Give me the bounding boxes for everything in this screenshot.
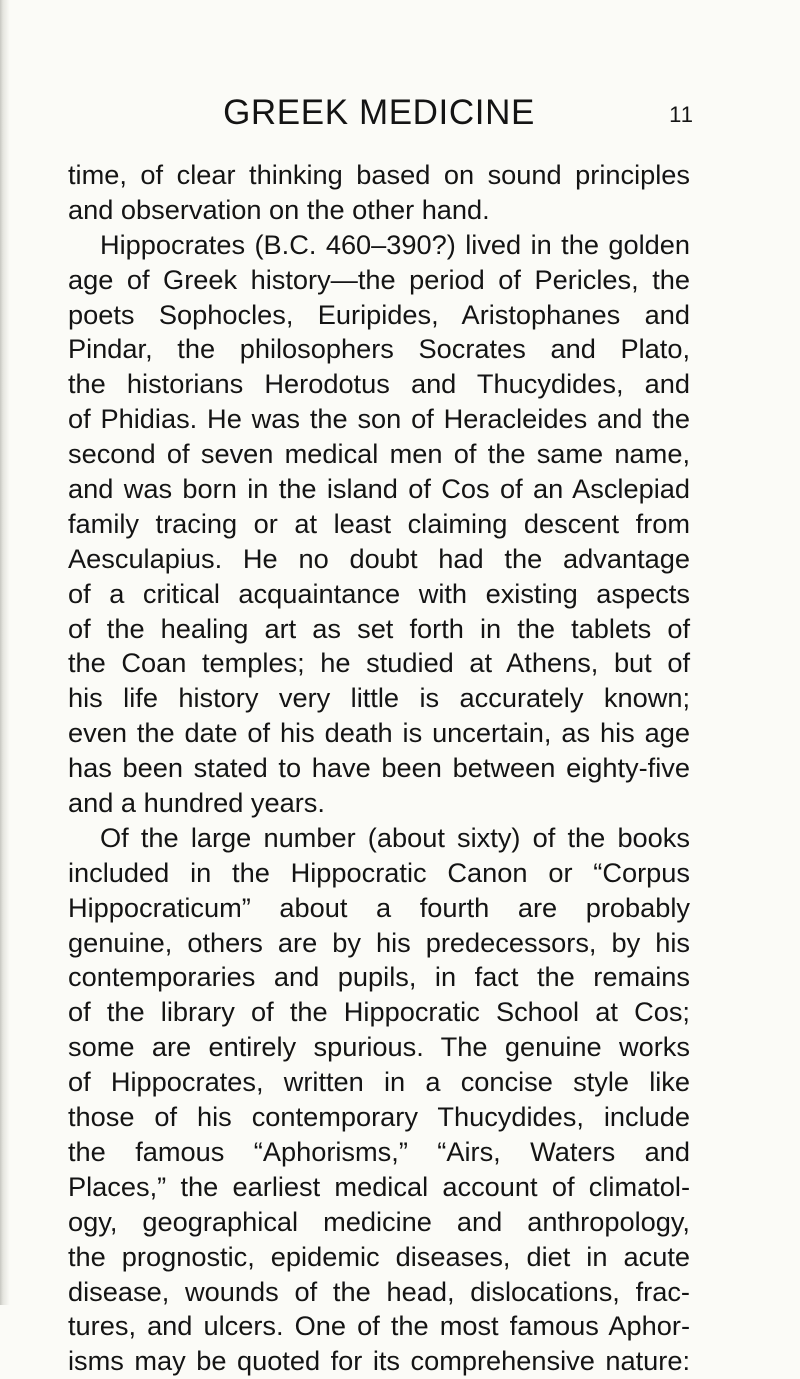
text-line: Of the large number (about sixty) of the books — [100, 821, 690, 853]
page-number: 11 — [669, 102, 694, 127]
text-line: included in the Hippocratic Canon or “Corpus — [68, 856, 690, 888]
text-line: of Phidias. He was the son of Heracleides and the — [68, 403, 690, 435]
text-line: of Hippocrates, written in a concise style like — [68, 1066, 690, 1098]
text-line: time, of clear thinking based on sound principles — [68, 159, 690, 190]
text-line: isms may be quoted for its comprehensive nature: — [68, 1345, 690, 1377]
text-line: has been stated to have been between eighty-five — [68, 752, 690, 784]
text-line: some are entirely spurious. The genuine works — [68, 1031, 690, 1063]
text-line: those of his contemporary Thucydides, include — [68, 1101, 690, 1133]
page-binding-edge — [0, 0, 10, 1305]
text-line: Hippocraticum” about a fourth are probably — [68, 891, 690, 923]
text-line: second of seven medical men of the same name, — [68, 438, 690, 470]
text-line: and was born in the island of Cos of an Asclepiad — [68, 473, 690, 505]
text-line: Aesculapius. He no doubt had the advantage — [68, 542, 690, 574]
text-line: the historians Herodotus and Thucydides, and — [68, 368, 690, 400]
text-line: and a hundred years. — [68, 787, 325, 819]
text-line: contemporaries and pupils, in fact the remains — [68, 961, 690, 993]
text-line: the Coan temples; he studied at Athens, but of — [68, 647, 690, 679]
text-line: the famous “Aphorisms,” “Airs, Waters and — [68, 1135, 690, 1167]
running-head: GREEK MEDICINE — [223, 93, 535, 132]
page-header — [68, 90, 694, 146]
text-line: poets Sophocles, Euripides, Aristophanes and — [68, 298, 690, 330]
text-line: of a critical acquaintance with existing aspects — [68, 577, 690, 609]
text-line: age of Greek history—the period of Pericles, the — [68, 263, 690, 295]
text-line: tures, and ulcers. One of the most famous Aphor- — [68, 1310, 690, 1342]
text-line: even the date of his death is uncertain, as his age — [68, 717, 690, 749]
text-line: of the library of the Hippocratic School at Cos; — [68, 996, 690, 1028]
text-line: the prognostic, epidemic diseases, diet in acute — [68, 1240, 690, 1272]
text-line: his life history very little is accurately known; — [68, 682, 690, 714]
text-line: ogy, geographical medicine and anthropology, — [68, 1205, 690, 1237]
text-line: disease, wounds of the head, dislocations, frac- — [68, 1275, 690, 1307]
text-line: Hippocrates (B.C. 460–390?) lived in the golden — [100, 228, 690, 260]
text-line: family tracing or at least claiming descent from — [68, 507, 690, 539]
text-line: genuine, others are by his predecessors, by his — [68, 926, 690, 958]
body-text — [68, 158, 690, 1379]
text-line: Pindar, the philosophers Socrates and Plato, — [68, 333, 690, 365]
text-line: and observation on the other hand. — [68, 193, 490, 225]
text-line: Places,” the earliest medical account of climatol- — [68, 1170, 690, 1202]
text-line: of the healing art as set forth in the tablets of — [68, 612, 690, 644]
